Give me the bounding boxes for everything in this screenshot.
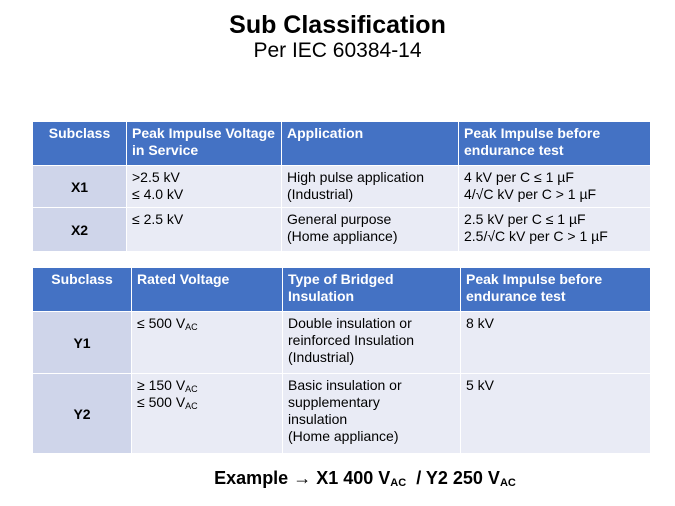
y1-impulse: 8 kV (461, 312, 651, 374)
table-row (33, 166, 651, 208)
y1-insulation: Double insulation or reinforced Insulation (Industrial) (283, 312, 461, 374)
x2-application: General purpose (Home appliance) (282, 208, 459, 252)
y2-voltage: ≥ 150 $V_{AC}$ ≤ 500 $V_{AC}$ (132, 374, 283, 454)
arrow-right-icon: → (293, 468, 312, 488)
y-header-insulation: Type of Bridged Insulation (283, 268, 461, 312)
example-line: Example → X1 400 $V_{AC} / Y2$ 250 $V_{AC}$ (214, 468, 516, 489)
y1-subclass: Y1 (33, 312, 132, 374)
slide-subtitle: Per IEC 60384-14 (253, 39, 422, 62)
x1-application: High pulse application (Industrial) (282, 166, 459, 208)
y-header-impulse: Peak Impulse before endurance test (461, 268, 651, 312)
table-row (33, 312, 651, 374)
y2-impulse: 5 kV (461, 374, 651, 454)
y-header-subclass: Subclass (33, 268, 132, 312)
x1-voltage: >2.5 kV ≤ 4.0 kV (127, 166, 282, 208)
x-class-table (32, 121, 651, 252)
y1-voltage: ≤ 500 $V_{AC}$ (132, 312, 283, 374)
x1-subclass: X1 (33, 166, 127, 208)
y2-subclass: Y2 (33, 374, 132, 454)
x-header-impulse: Peak Impulse before endurance test (459, 122, 651, 166)
x2-subclass: X2 (33, 208, 127, 252)
y-header-voltage: Rated Voltage (132, 268, 283, 312)
x-header-voltage: Peak Impulse Voltage in Service (127, 122, 282, 166)
x-header-subclass: Subclass (33, 122, 127, 166)
table-row (33, 374, 651, 454)
slide-title: Sub Classification (229, 11, 446, 39)
x1-impulse: 4 kV per C ≤ 1 µF 4/√C kV per C > 1 µF (459, 166, 651, 208)
x2-voltage: ≤ 2.5 kV (127, 208, 282, 252)
y-class-table (32, 267, 651, 454)
y2-insulation: Basic insulation or supplementary insulation (Home appliance) (283, 374, 461, 454)
x-header-application: Application (282, 122, 459, 166)
x2-impulse: 2.5 kV per C ≤ 1 µF 2.5/√C kV per C > 1 µF (459, 208, 651, 252)
table-row (33, 208, 651, 252)
